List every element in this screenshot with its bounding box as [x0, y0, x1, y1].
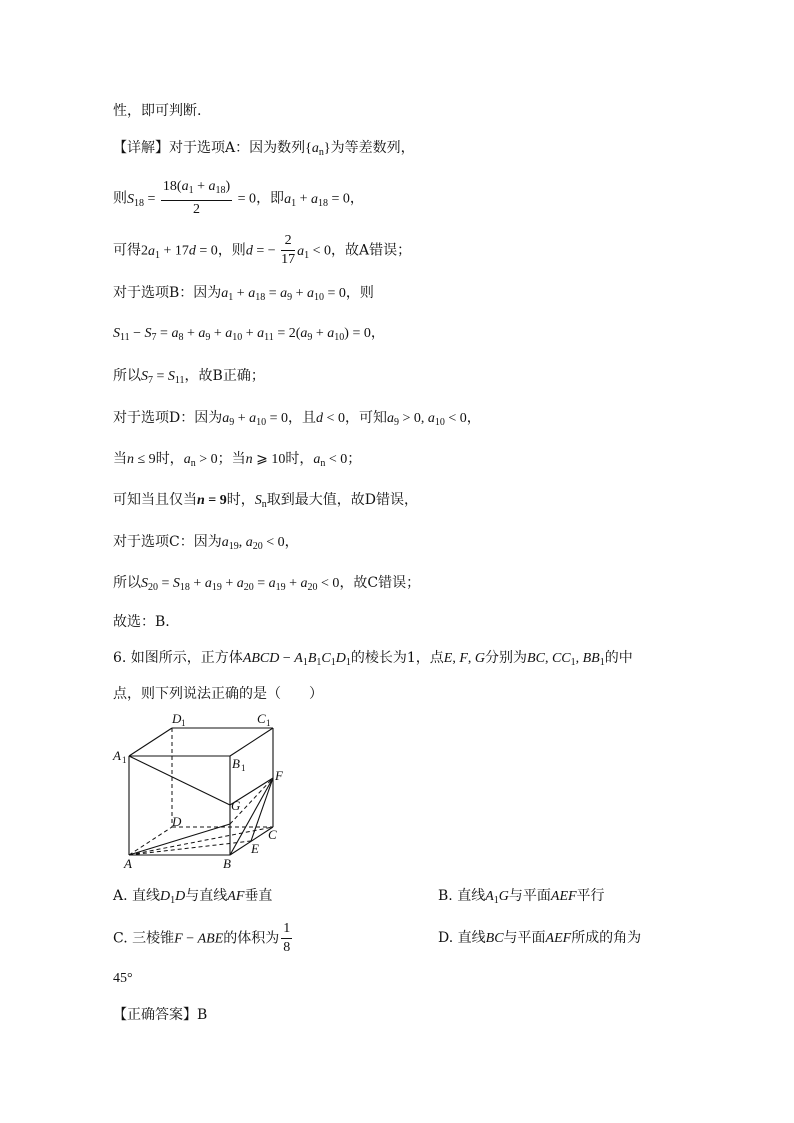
label-d1: D	[172, 711, 182, 726]
text-line-3: 则$S_{18}$ = $\frac{18(a_1 + a_{18})}{2}$ = 0，即$a_1 + a_{18} = 0$，	[113, 179, 364, 217]
option-a[interactable]: A. 直线$D_1D$与直线AF垂直	[113, 888, 273, 906]
text-line-1: 性，即可判断.	[113, 103, 202, 119]
label-e: E	[251, 841, 259, 856]
text-line-4: 可得$2a_1 + 17d = 0$，则d = − $\frac{2}{17}$ $a_1 < 0$，故A错误；	[113, 233, 412, 267]
label-d: D	[172, 814, 182, 829]
text-line-12: 所以$S_{20} = S_{18} + a_{19} + a_{20} = a_{19} + a_{20} < 0$，故C错误；	[113, 575, 421, 593]
label-f: F	[275, 768, 283, 783]
fraction-s18: $\frac{18(a_1 + a_{18})}{2}$	[162, 179, 231, 217]
text-line-9: 当n ≤ 9时，$a_n > 0$；当n ⩾ 10时，$a_n < 0$；	[113, 451, 362, 469]
label-b1-sub: 1	[241, 763, 246, 773]
option-d-angle: 45°	[113, 971, 133, 986]
option-b[interactable]: B. 直线$A_1G$与平面AEF平行	[438, 888, 605, 906]
fraction-d: $\frac{2}{17}$	[281, 233, 296, 267]
question-6-line-1: 6. 如图所示，正方体ABCD − $A_1B_1C_1D_1$的棱长为1，点E, F, G分别为BC, $CC_1$, $BB_1$的中	[113, 650, 633, 668]
label-a1-sub: 1	[122, 755, 127, 765]
text-line-11: 对于选项C：因为$a_{19}$, $a_{20} < 0$，	[113, 534, 299, 552]
question-6-line-2: 点，则下列说法正确的是（ ）	[113, 686, 323, 702]
label-c1-sub: 1	[266, 718, 271, 728]
option-c[interactable]: C. 三棱锥F − ABE的体积为 $\frac{1}{8}$	[113, 921, 291, 955]
text-line-13: 故选：B.	[113, 614, 170, 630]
text-line-5: 对于选项B：因为$a_1 + a_{18} = a_9 + a_{10} = 0$，则	[113, 285, 374, 303]
label-a1: A	[113, 748, 121, 763]
option-d[interactable]: D. 直线BC与平面AEF所成的角为	[438, 930, 642, 946]
text-line-8: 对于选项D：因为$a_9 + a_{10} = 0$，且d < 0，可知$a_9 > 0$, $a_{10} < 0$，	[113, 410, 481, 428]
fraction-one-eighth: $\frac{1}{8}$	[283, 921, 291, 955]
label-g: G	[231, 798, 241, 813]
label-a: A	[124, 856, 132, 871]
label-b1: B	[232, 756, 240, 771]
text-line-10: 可知当且仅当n = 9时，$S_n$取到最大值，故D错误，	[113, 492, 419, 510]
text-line-6: $S_{11} - S_7 = a_8 + a_9 + a_{10} + a_{11} = 2(a_9 + a_{10}) = 0$，	[113, 325, 385, 343]
text-line-2: 【详解】对于选项A：因为数列$\{a_n\}$为等差数列，	[113, 140, 415, 158]
label-c1: C	[257, 711, 266, 726]
cube-figure	[110, 708, 300, 873]
text-line-7: 所以$S_7 = S_{11}$，故B正确；	[113, 368, 265, 386]
correct-answer: 【正确答案】B	[113, 1007, 208, 1023]
label-d1-sub: 1	[181, 718, 186, 728]
label-b: B	[223, 856, 231, 871]
label-c: C	[268, 827, 277, 842]
